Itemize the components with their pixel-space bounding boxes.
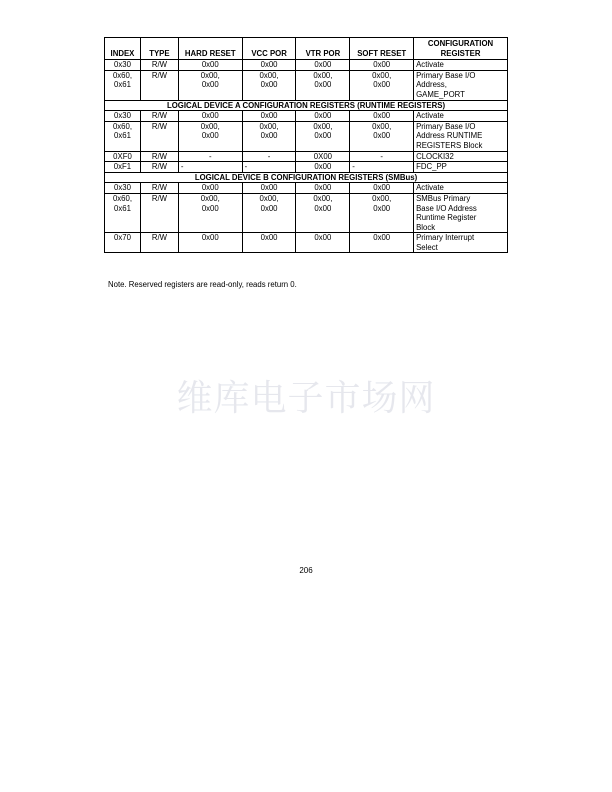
cell-index: 0x70 [105,233,141,253]
section-title: LOGICAL DEVICE B CONFIGURATION REGISTERS (SMBus) [105,172,508,183]
table-row [105,151,508,162]
cell-type: R/W [140,111,178,122]
cell-vtr-por: 0x00 [296,111,350,122]
cell-register: SMBus Primary Base I/O Address Runtime Register Block [414,193,508,232]
header-soft-reset: SOFT RESET [350,38,414,60]
header-configuration-line1: CONFIGURATION [427,39,494,48]
table-row [105,193,508,232]
cell-index: 0x60, 0x61 [105,70,141,100]
cell-soft-reset: 0x00, 0x00 [350,193,414,232]
cell-index: 0x30 [105,183,141,194]
cell-register: Activate [414,111,508,122]
cell-type: R/W [140,162,178,173]
cell-type: R/W [140,151,178,162]
cell-vcc-por: 0x00 [242,183,296,194]
cell-hard-reset: 0x00 [178,60,242,71]
cell-soft-reset: - [350,162,414,173]
cell-type: R/W [140,60,178,71]
cell-soft-reset: - [350,151,414,162]
cell-vtr-por: 0x00, 0x00 [296,193,350,232]
cell-soft-reset: 0x00 [350,183,414,194]
cell-register: CLOCKI32 [414,151,508,162]
section-header-row [105,172,508,183]
page-number: 206 [299,566,313,575]
cell-vtr-por: 0x00 [296,60,350,71]
table-row [105,183,508,194]
cell-vcc-por: - [242,151,296,162]
table-row [105,233,508,253]
cell-type: R/W [140,233,178,253]
cell-vcc-por: 0x00, 0x00 [242,70,296,100]
cell-vcc-por: 0x00 [242,60,296,71]
cell-hard-reset: 0x00 [178,233,242,253]
table-row [105,60,508,71]
table-header [105,38,508,60]
table-row [105,121,508,151]
cell-index: 0x30 [105,111,141,122]
cell-hard-reset: - [178,151,242,162]
cell-register: Primary Base I/O Address RUNTIME REGISTERS Block [414,121,508,151]
cell-index: 0xF1 [105,162,141,173]
cell-type: R/W [140,193,178,232]
header-vtr-por: VTR POR [296,38,350,60]
cell-register: Primary Base I/O Address, GAME_PORT [414,70,508,100]
cell-vtr-por: 0x00, 0x00 [296,70,350,100]
table-row [105,111,508,122]
cell-soft-reset: 0x00 [350,60,414,71]
header-type: TYPE [140,38,178,60]
cell-soft-reset: 0x00, 0x00 [350,70,414,100]
cell-index: 0x60, 0x61 [105,193,141,232]
cell-soft-reset: 0x00 [350,233,414,253]
cell-register: Activate [414,60,508,71]
cell-type: R/W [140,121,178,151]
header-configuration-register [414,38,508,60]
cell-vcc-por: 0x00 [242,111,296,122]
cell-soft-reset: 0x00, 0x00 [350,121,414,151]
table-note: Note. Reserved registers are read-only, reads return 0. [108,280,297,289]
table-row [105,162,508,173]
cell-type: R/W [140,183,178,194]
cell-vtr-por: 0x00 [296,183,350,194]
cell-register: FDC_PP [414,162,508,173]
section-title: LOGICAL DEVICE A CONFIGURATION REGISTERS (RUNTIME REGISTERS) [105,100,508,111]
cell-vtr-por: 0x00, 0x00 [296,121,350,151]
cell-register: Primary Interrupt Select [414,233,508,253]
cell-vcc-por: 0x00 [242,233,296,253]
header-row [105,38,508,60]
cell-hard-reset: 0x00, 0x00 [178,193,242,232]
table-body [105,60,508,253]
cell-vcc-por: - [242,162,296,173]
watermark: 维库电子市场网 [176,378,436,419]
section-header-row [105,100,508,111]
header-index: INDEX [105,38,141,60]
cell-hard-reset: 0x00, 0x00 [178,70,242,100]
cell-vtr-por: 0x00 [296,162,350,173]
cell-vcc-por: 0x00, 0x00 [242,121,296,151]
cell-hard-reset: 0x00 [178,183,242,194]
configuration-register-table [104,37,508,253]
cell-index: 0XF0 [105,151,141,162]
cell-register: Activate [414,183,508,194]
table-row [105,70,508,100]
cell-type: R/W [140,70,178,100]
header-configuration-line2: REGISTER [440,48,481,58]
cell-hard-reset: 0x00 [178,111,242,122]
cell-hard-reset: - [178,162,242,173]
header-hard-reset: HARD RESET [178,38,242,60]
header-vcc-por: VCC POR [242,38,296,60]
cell-index: 0x60, 0x61 [105,121,141,151]
cell-vtr-por: 0x00 [296,233,350,253]
cell-index: 0x30 [105,60,141,71]
cell-hard-reset: 0x00, 0x00 [178,121,242,151]
cell-soft-reset: 0x00 [350,111,414,122]
cell-vcc-por: 0x00, 0x00 [242,193,296,232]
cell-vtr-por: 0X00 [296,151,350,162]
